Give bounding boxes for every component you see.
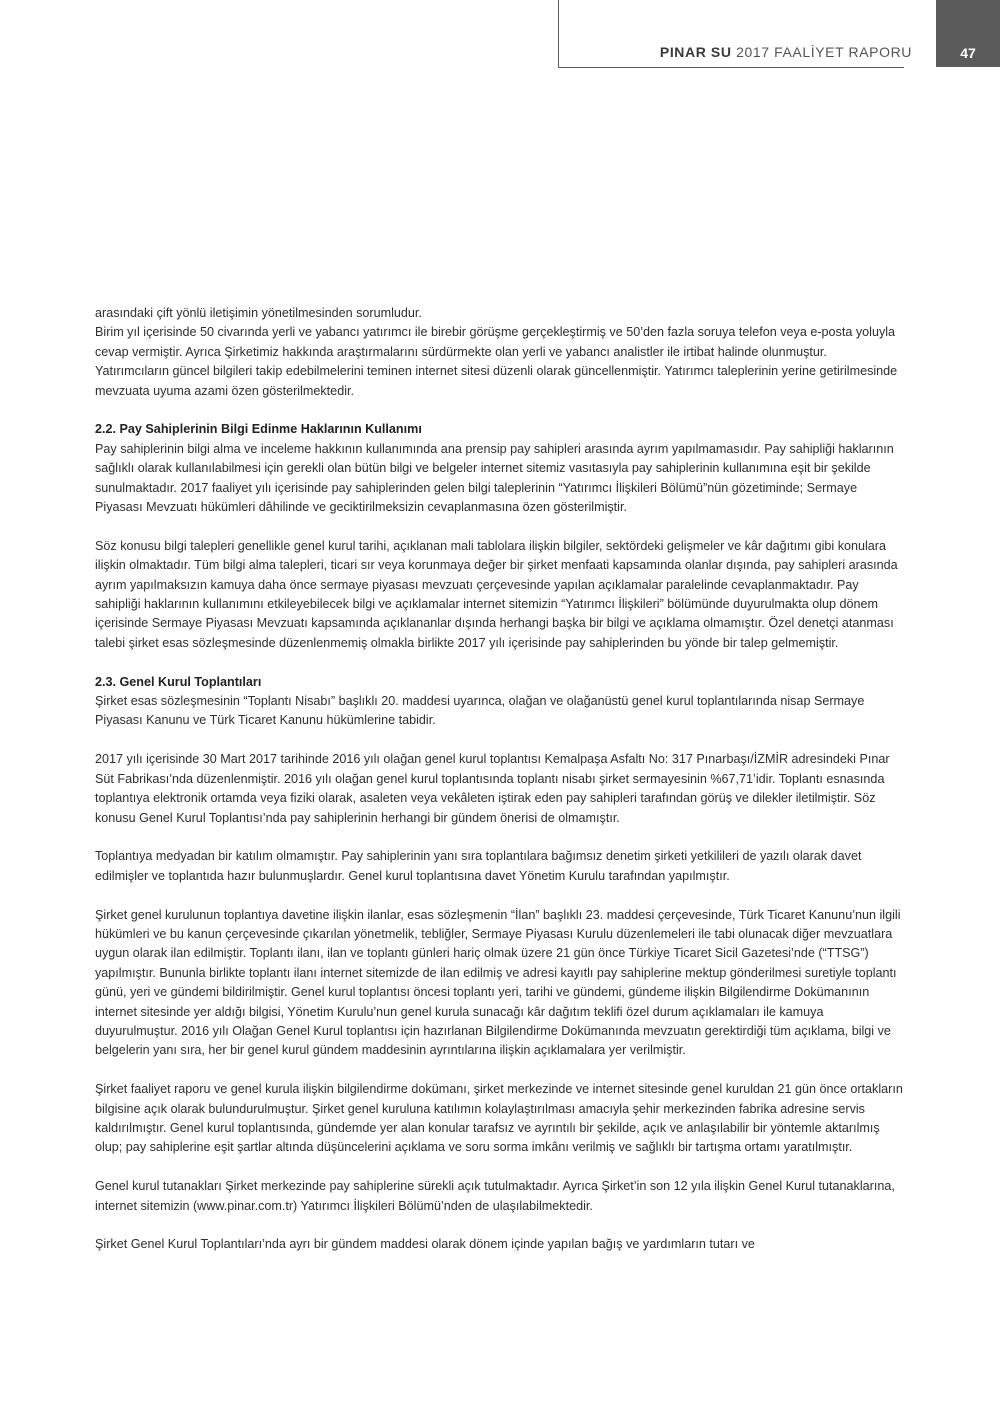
paragraph: Birim yıl içerisinde 50 civarında yerli ve yabancı yatırımcı ile birebir görüşme gerçekleştirmiş ve 50’den fazla soruya telefon veya e-posta yoluyla cevap vermiştir. Ayrıca Şirketimiz hakkında araştırmalarını sürdürmekte olan yerli ve yabancı analistler ile irtibat halinde olunmuştur. Yatırımcıların güncel bilgileri takip edebilmelerini teminen internet sitesi düzenli olarak güncellenmiştir. Yatırımcı taleplerinin yerine getirilmesinde mevzuata uyuma azami özen gösterilmektedir.: [95, 325, 898, 398]
paragraph: Şirket esas sözleşmesinin “Toplantı Nisabı” başlıklı 20. maddesi uyarınca, olağan ve olağanüstü genel kurul toplantılarında nisap Sermaye Piyasası Kanunu ve Türk Ticaret Kanunu hükümlerine tabidir.: [95, 694, 865, 728]
paragraph: Toplantıya medyadan bir katılım olmamıştır. Pay sahiplerinin yanı sıra toplantılara bağımsız denetim şirketi yetkilileri de yazılı olarak davet edilmişler ve toplantıda hazır bulunmuşlardır. Genel kurul toplantısına davet Yönetim Kurulu tarafından yapılmıştır.: [95, 849, 862, 883]
page-number-text: 47: [960, 45, 976, 61]
paragraph: 2017 yılı içerisinde 30 Mart 2017 tarihinde 2016 yılı olağan genel kurul toplantısı Kemalpaşa Asfaltı No: 317 Pınarbaşı/İZMİR adresindeki Pınar Süt Fabrikası’nda düzenlenmiştir. 2016 yılı olağan genel kurul toplantısında toplantı nisabı şirket sermayesinin %67,71’idir. Toplantı esnasında toplantıya elektronik ortamda veya fiziki olarak, asaleten veya vekâleten iştirak eden pay sahipleri tarafından görüş ve dilekler iletilmiştir. Söz konusu Genel Kurul Toplantısı’nda pay sahiplerinin herhangi bir gündem önerisi de olmamıştır.: [95, 752, 890, 825]
report-brand: PINAR SU: [659, 44, 732, 60]
page-number: [936, 0, 1000, 67]
report-title: [660, 44, 912, 60]
paragraph: Şirket genel kurulunun toplantıya davetine ilişkin ilanlar, esas sözleşmenin “İlan” başlıklı 23. maddesi çerçevesinde, Türk Ticaret Kanunu’nun ilgili hükümleri ve bu kanun çerçevesinde çıkarılan yönetmelik, tebliğler, Sermaye Piyasası Kurulu düzenlemeleri ile tabi olunacak diğer mevzuatlara uygun olarak ilan edilmiştir. Toplantı ilanı, ilan ve toplantı günleri hariç olmak üzere 21 gün önce Türkiye Ticaret Sicil Gazetesi’nde (“TTSG”) yapılmıştır. Bununla birlikte toplantı ilanı internet sitemizde de ilan edilmiş ve adresi kayıtlı pay sahiplerine mektup gönderilmesi suretiyle toplantı günü, yeri ve gündemi bildirilmiştir. Genel kurul toplantısı öncesi toplantı yeri, tarihi ve gündemi, gündeme ilişkin Bilgilendirme Dokümanının internet sitesinde yer aldığı bilgisi, Yönetim Kurulu’nun genel kurula sunacağı kâr dağıtım teklifi özel durum açıklamaları ile kamuya duyurulmuştur. 2016 yılı Olağan Genel Kurul toplantısı için hazırlanan Bilgilendirme Dokümanında mevzuatın gerektirdiği tüm açıklama, bilgi ve belgelerin yanı sıra, her bir genel kurul gündem maddesinin ayrıntılarına ilişkin açıklamalara yer verilmiştir.: [95, 907, 901, 1058]
document-body: [95, 304, 903, 1255]
paragraph: Şirket Genel Kurul Toplantıları’nda ayrı bir gündem maddesi olarak dönem içinde yapılan bağış ve yardımların tutarı ve: [95, 1237, 755, 1252]
paragraph: Pay sahiplerinin bilgi alma ve inceleme hakkının kullanımında ana prensip pay sahipleri arasında ayrım yapılmamasıdır. Pay sahipliği haklarının sağlıklı olarak kullanılabilmesi için gerekli olan bütün bilgi ve belgeler internet sitemiz vasıtasıyla pay sahiplerinin kullanımına eşit bir şekilde sunulmaktadır. 2017 faaliyet yılı içerisinde pay sahiplerinden gelen bilgi taleplerinin “Yatırımcı İlişkileri Bölümü”nün gözetiminde; Sermaye Piyasası Mevzuatı hükümleri dâhilinde ve geciktirilmeksizin cevaplanmasına özen gösterilmiştir.: [95, 441, 894, 515]
section-heading-2-3: 2.3. Genel Kurul Toplantıları: [95, 674, 262, 689]
paragraph: arasındaki çift yönlü iletişimin yönetilmesinden sorumludur.: [95, 306, 422, 320]
section-heading-2-2: 2.2. Pay Sahiplerinin Bilgi Edinme Haklarının Kullanımı: [95, 422, 422, 437]
paragraph: Genel kurul tutanakları Şirket merkezinde pay sahiplerine sürekli açık tutulmaktadır. Ayrıca Şirket’in son 12 yıla ilişkin Genel Kurul tutanaklarına, internet sitemizin (www.pinar.com.tr) Yatırımcı İlişkileri Bölümü’nden de ulaşılabilmektedir.: [95, 1179, 895, 1213]
paragraph: Şirket faaliyet raporu ve genel kurula ilişkin bilgilendirme dokümanı, şirket merkezinde ve internet sitesinde genel kuruldan 21 gün önce ortakların bilgisine açık olarak bulundurulmuştur. Şirket genel kuruluna katılımın kolaylaştırılması amacıyla şehir merkezinden fabrika adresine servis kaldırılmıştır. Genel kurul toplantısında, gündemde yer alan konular tarafsız ve ayrıntılı bir şekilde, açık ve anlaşılabilir bir yöntemle aktarılmış olup; pay sahiplerine eşit şartlar altında düşüncelerini açıklama ve soru sorma imkânı verilmiş ve sağlıklı bir tartışma ortamı yaratılmıştır.: [95, 1082, 903, 1155]
paragraph: Söz konusu bilgi talepleri genellikle genel kurul tarihi, açıklanan mali tablolara ilişkin bilgiler, sektördeki gelişmeler ve kâr dağıtımı gibi konulara ilişkin olmaktadır. Tüm bilgi alma talepleri, ticari sır veya korunmaya değer bir şirket menfaati kapsamında olanlar dışında, pay sahipleri arasında ayrım yapılmaksızın kamuya daha önce sermaye piyasası mevzuatı çerçevesinde yapılan açıklamalar paralelinde cevaplanmaktadır. Pay sahipliği haklarının kullanımını etkileyebilecek bilgi ve açıklamalar internet sitemizin “Yatırımcı İlişkileri” bölümünde duyurulmakta olup dönem içerisinde Sermaye Piyasası Mevzuatı kapsamında açıklananlar dışında herhangi başka bir bilgi ve açıklama olmamıştır. Özel denetçi atanması talebi şirket esas sözleşmesinde düzenlenmemiş olmakla birlikte 2017 yılı içerisinde pay sahiplerinden bu yönde bir talep gelmemiştir.: [95, 538, 898, 650]
report-title-rest: 2017 FAALİYET RAPORU: [731, 44, 912, 60]
